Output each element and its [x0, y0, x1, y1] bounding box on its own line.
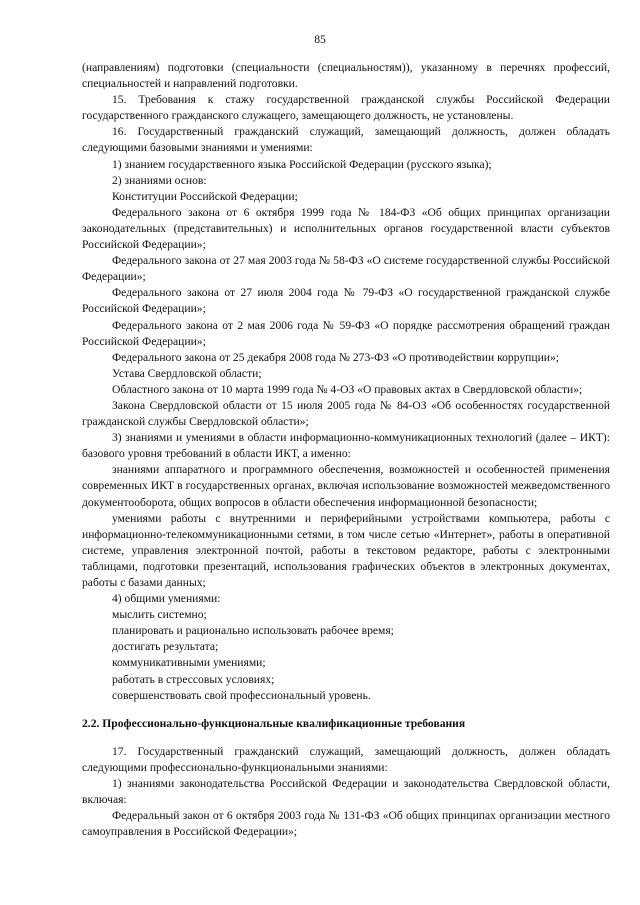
paragraph: 2) знаниями основ:	[112, 173, 207, 187]
document-body	[82, 60, 610, 840]
paragraph: 15. Требования к стажу государственной гражданской службы Российской Федерации государственного гражданского служащего, замещающего должность, не установлены.	[82, 93, 610, 123]
paragraph: Федерального закона от 27 июля 2004 года № 79-ФЗ «О государственной гражданской службе Российской Федерации»;	[82, 286, 610, 316]
paragraph: 1) знаниями законодательства Российской Федерации и законодательства Свердловской области, включая:	[82, 777, 610, 807]
paragraph: Областного закона от 10 марта 1999 года № 4-ОЗ «О правовых актах в Свердловской области»;	[112, 382, 583, 396]
paragraph: планировать и рационально использовать рабочее время;	[112, 624, 394, 638]
paragraph: совершенствовать свой профессиональный уровень.	[112, 688, 371, 702]
paragraph: достигать результата;	[112, 640, 219, 654]
page-number: 85	[314, 33, 326, 46]
paragraph: 1) знанием государственного языка Российской Федерации (русского языка);	[112, 157, 492, 171]
section-heading: 2.2. Профессионально-функциональные квалификационные требования	[82, 716, 466, 730]
paragraph: Устава Свердловской области;	[112, 366, 262, 380]
paragraph: 4) общими умениями:	[112, 592, 221, 606]
paragraph: Федерального закона от 25 декабря 2008 года № 273-ФЗ «О противодействии коррупции»;	[112, 350, 560, 364]
paragraph: Конституции Российской Федерации;	[112, 189, 298, 203]
paragraph: Федерального закона от 27 мая 2003 года № 58-ФЗ «О системе государственной службы Российской Федерации»;	[82, 254, 610, 284]
paragraph: мыслить системно;	[112, 608, 207, 622]
paragraph: Федеральный закон от 6 октября 2003 года № 131-ФЗ «Об общих принципах организации местного самоуправления в Российской Федерации»;	[82, 809, 610, 839]
paragraph: Закона Свердловской области от 15 июля 2005 года № 84-ОЗ «Об особенностях государственной гражданской службы Свердловской области»;	[82, 398, 610, 429]
paragraph: знаниями аппаратного и программного обеспечения, возможностей и особенностей применения современных ИКТ в государственных органах, включая использование возможностей межведомственного документооборота, общих вопросов в области обеспечения информационной безопасности;	[82, 463, 610, 509]
paragraph: работать в стрессовых условиях;	[112, 672, 275, 686]
paragraph: Федерального закона от 2 мая 2006 года № 59-ФЗ «О порядке рассмотрения обращений граждан Российской Федерации»;	[82, 318, 610, 348]
paragraph: 16. Государственный гражданский служащий, замещающий должность, должен обладать следующими базовыми знаниями и умениями:	[82, 125, 610, 155]
paragraph: (направлениям) подготовки (специальности (специальностям)), указанному в перечнях профессий, специальностей и направлений подготовки.	[82, 61, 610, 91]
paragraph: коммуникативными умениями;	[112, 656, 266, 670]
paragraph: умениями работы с внутренними и периферийными устройствами компьютера, работы с информационно-телекоммуникационными сетями, в том числе сетью «Интернет», работы в оперативной системе, управления электронной почтой, работы в текстовом редакторе, работы с электронными таблицами, подготовки презентаций, использования графических объектов в электронных документах, работы с базами данных;	[82, 511, 610, 589]
paragraph: 17. Государственный гражданский служащий, замещающий должность, должен обладать следующими профессионально-функциональными знаниями:	[82, 744, 610, 774]
paragraph: 3) знаниями и умениями в области информационно-коммуникационных технологий (далее – ИКТ): базового уровня требований в области ИКТ, а именно:	[82, 431, 610, 461]
paragraph: Федерального закона от 6 октября 1999 года № 184-ФЗ «Об общих принципах организации законодательных (представительных) и исполнительных органов государственной власти субъектов Российской Федерации»;	[82, 205, 610, 252]
